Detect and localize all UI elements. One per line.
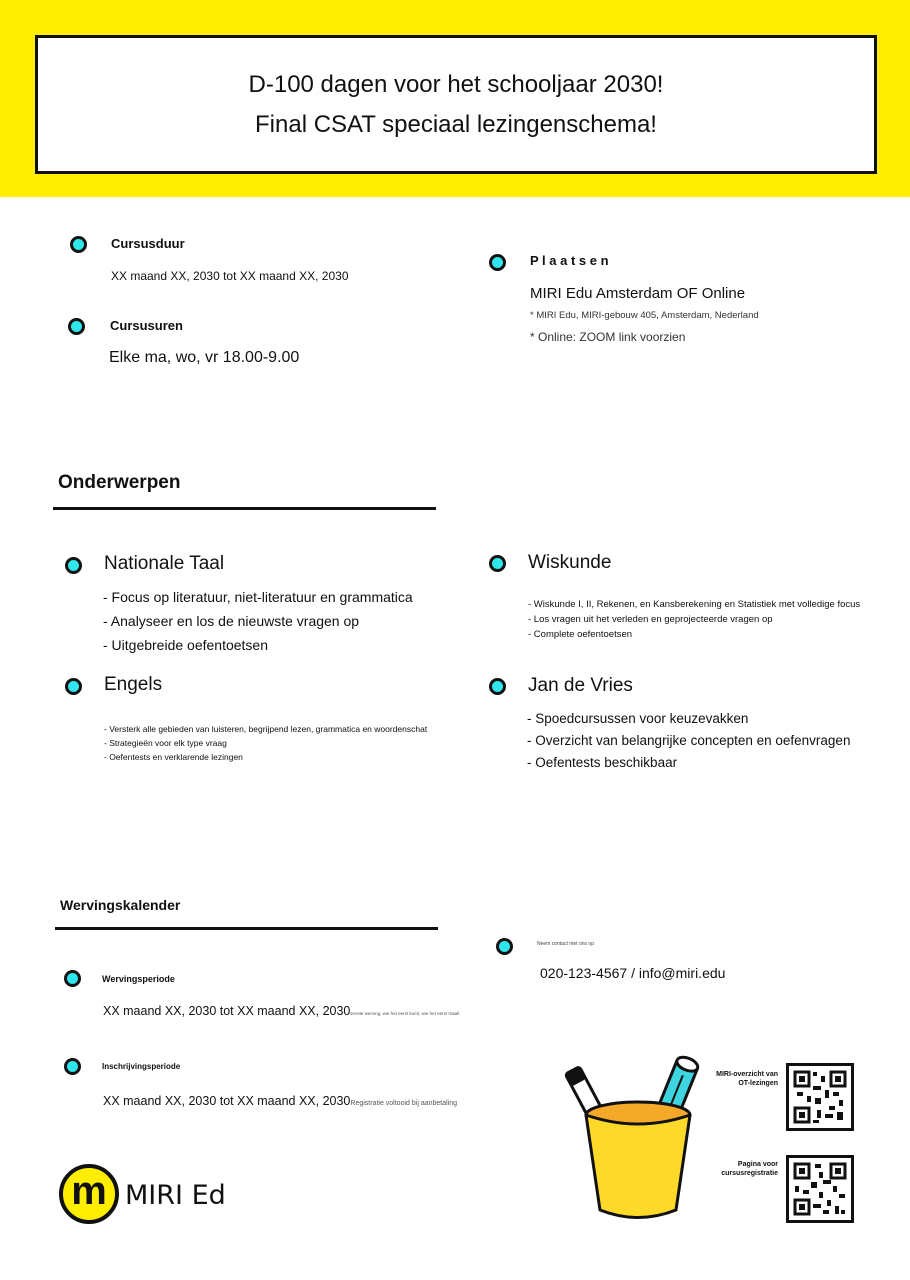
duration-label: Cursusduur (111, 236, 185, 251)
qr-code-icon[interactable] (786, 1155, 854, 1223)
subjects-rule (53, 507, 436, 510)
period-label: Wervingsperiode (102, 974, 175, 984)
title-box (35, 35, 877, 174)
period-note: Eerste werving, wie het eerst komt, wie het eerst maalt (350, 1011, 460, 1016)
subject-title-english: Engels (104, 674, 163, 695)
places-note-2: * Online: ZOOM link voorzien (530, 330, 686, 344)
bullet-dot-icon (65, 678, 82, 695)
bullet-dot-icon (65, 557, 82, 574)
logo-mark (59, 1164, 119, 1224)
period-date: XX maand XX, 2030 tot XX maand XX, 2030 (103, 1004, 351, 1018)
bullet-line: - Uitgebreide oefentoetsen (103, 637, 268, 653)
enroll-label: Inschrijvingsperiode (102, 1062, 181, 1071)
duration-value: XX maand XX, 2030 tot XX maand XX, 2030 (111, 269, 349, 283)
pencil-cup-icon (560, 1055, 710, 1225)
subject-title-national-language: Nationale Taal (104, 553, 225, 574)
bullet-line: - Spoedcursussen voor keuzevakken (527, 711, 749, 726)
subject-title-math: Wiskunde (528, 552, 612, 573)
bullet-line: - Strategieën voor elk type vraag (104, 738, 227, 748)
bullet-dot-icon (64, 1058, 81, 1075)
bullet-dot-icon (68, 318, 85, 335)
enroll-note: Registratie voltooid bij aanbetaling (350, 1100, 458, 1107)
subject-title-jan-de-vries: Jan de Vries (528, 675, 633, 696)
qr-label-2: Pagina voor cursusregistratie (721, 1161, 778, 1177)
contact-value: 020-123-4567 / info@miri.edu (540, 965, 726, 981)
places-value: MIRI Edu Amsterdam OF Online (530, 285, 746, 302)
period-value (103, 1004, 459, 1018)
logo-text: MIRI Ed (125, 1180, 226, 1211)
bullet-line: - Oefentests en verklarende lezingen (104, 752, 243, 762)
hours-value: Elke ma, wo, vr 18.00-9.00 (109, 349, 300, 366)
subjects-heading: Onderwerpen (58, 472, 181, 493)
bullet-dot-icon (496, 938, 513, 955)
subject-bullets-math (528, 597, 860, 642)
bullet-line: - Overzicht van belangrijke concepten en oefenvragen (527, 733, 851, 748)
places-label: P l a a t s e n (530, 253, 609, 268)
enroll-date: XX maand XX, 2030 tot XX maand XX, 2030 (103, 1094, 351, 1108)
bullet-dot-icon (489, 678, 506, 695)
subject-bullets-national-language (103, 585, 413, 657)
bullet-line: - Oefentests beschikbaar (527, 755, 678, 770)
title-line-2: Final CSAT speciaal lezingenschema! (255, 110, 657, 138)
contact-label: Neem contact met ons op (537, 941, 594, 947)
subject-bullets-jan-de-vries (527, 708, 850, 774)
qr-label-1: MIRI-overzicht van OT-lezingen (716, 1071, 778, 1087)
bullet-line: - Complete oefentoetsen (528, 629, 633, 640)
bullet-line: - Los vragen uit het verleden en geprojecteerde vragen op (528, 614, 773, 625)
bullet-line: - Wiskunde I, II, Rekenen, en Kansberekening en Statistiek met volledige focus (528, 599, 861, 610)
hours-label: Cursusuren (110, 318, 183, 333)
logo-glyph: m (71, 1169, 107, 1213)
bullet-line: - Focus op literatuur, niet-literatuur en grammatica (103, 589, 413, 605)
recruit-heading: Wervingskalender (60, 897, 181, 913)
enroll-value (103, 1094, 457, 1108)
title-line-1: D-100 dagen voor het schooljaar 2030! (248, 70, 664, 98)
bullet-line: - Analyseer en los de nieuwste vragen op (103, 613, 360, 629)
places-note-1: * MIRI Edu, MIRI-gebouw 405, Amsterdam, Nederland (530, 310, 759, 321)
bullet-dot-icon (489, 555, 506, 572)
recruit-rule (55, 927, 438, 930)
bullet-line: - Versterk alle gebieden van luisteren, begrijpend lezen, grammatica en woordenschat (104, 724, 428, 734)
bullet-dot-icon (64, 970, 81, 987)
bullet-dot-icon (489, 254, 506, 271)
bullet-dot-icon (70, 236, 87, 253)
qr-code-icon[interactable] (786, 1063, 854, 1131)
subject-bullets-english (104, 722, 427, 764)
